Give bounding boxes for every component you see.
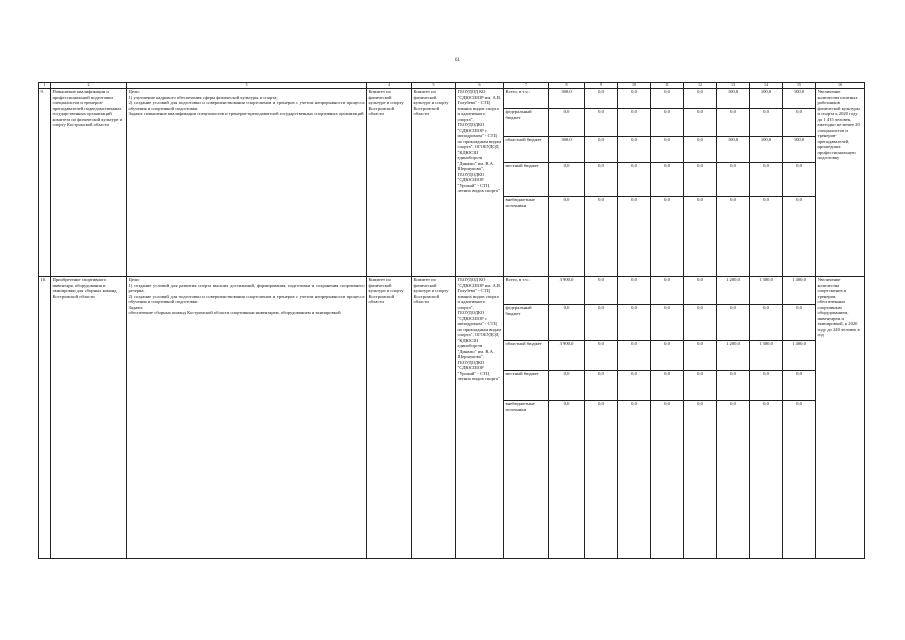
header-cell: 7 [504, 83, 549, 89]
measure-name: Приобретение спортивного инвентаря, оборудования и экипировки для сборных команд Костромской области [51, 276, 127, 558]
value-cell: 0,0 [651, 108, 684, 136]
header-cell: 5 [412, 83, 456, 89]
value-cell: 0,0 [549, 162, 585, 196]
value-cell: 0,0 [783, 108, 816, 136]
header-cell: 3 [127, 83, 367, 89]
header-cell: 6 [456, 83, 504, 89]
value-cell: 0,0 [783, 370, 816, 400]
value-cell: 1 400,0 [783, 276, 816, 304]
header-cell: 9 [585, 83, 618, 89]
participants: ГБОУДОД КО "СДЮСШОР им. А.В. Голубева" - СТЦ зимних видов спорта и адаптивного спорта", ГБОУДОДКО "СДЮСШОР с ипподромом" - СТЦ по прикладным видам спорта", ОГОБУДОД "КДЮСШ единоборств "Динамо" им. В.А. Шершукова", ГБОУДОДКО "СДЮСШОР "Урожай" - СТЦ летних видов спорта" [456, 276, 504, 558]
row-number: 10. [39, 276, 51, 558]
value-cell: 0,0 [618, 276, 651, 304]
value-cell: 0,0 [549, 370, 585, 400]
value-cell: 100,0 [750, 136, 783, 162]
participants: ГБОУДОД КО "СДЮСШОР им. А.В. Голубева" - СТЦ зимних видов спорта и адаптивного спорта", ГБОУДОДКО "СДЮСШОР с ипподромом" - СТЦ по прикладным видам спорта", ОГОБУДОД "КДЮСШ единоборств "Динамо" им. В.А. Шершукова", ГБОУДОДКО "СДЮСШОР "Урожай" - СТЦ летних видов спорта" [456, 88, 504, 276]
value-cell: 0,0 [651, 400, 684, 558]
value-cell: 0,0 [651, 370, 684, 400]
value-cell: 0,0 [750, 196, 783, 276]
value-cell: 0,0 [549, 108, 585, 136]
header-cell: 10 [618, 83, 651, 89]
source-name: областной бюджет [504, 136, 549, 162]
value-cell: 1 200,0 [717, 340, 750, 370]
value-cell: 0,0 [618, 108, 651, 136]
value-cell: 0,0 [684, 340, 717, 370]
row-number: 9. [39, 88, 51, 276]
value-cell: 300,0 [549, 88, 585, 108]
value-cell: 0,0 [618, 304, 651, 340]
responsible: Комитет по физической культуре и спорту Костромской области [412, 88, 456, 276]
value-cell: 0,0 [585, 276, 618, 304]
value-cell: 0,0 [585, 340, 618, 370]
value-cell: 1 200,0 [717, 276, 750, 304]
program-table [38, 82, 865, 559]
value-cell: 100,0 [717, 136, 750, 162]
value-cell: 0,0 [717, 196, 750, 276]
value-cell: 0,0 [651, 340, 684, 370]
value-cell: 0,0 [783, 304, 816, 340]
value-cell: 0,0 [585, 304, 618, 340]
responsible: Комитет по физической культуре и спорту Костромской области [412, 276, 456, 558]
value-cell: 0,0 [585, 370, 618, 400]
value-cell: 0,0 [618, 370, 651, 400]
co-executor: Комитет по физической культуре и спорту Костромской области [367, 88, 412, 276]
value-cell: 0,0 [783, 162, 816, 196]
value-cell: 300,0 [549, 136, 585, 162]
value-cell: 0,0 [717, 400, 750, 558]
value-cell: 0,0 [651, 88, 684, 108]
value-cell: 0,0 [684, 88, 717, 108]
header-cell: 14 [750, 83, 783, 89]
source-name: внебюджетные источники [504, 196, 549, 276]
value-cell: 0,0 [783, 400, 816, 558]
header-cell: 12 [684, 83, 717, 89]
value-cell: 0,0 [684, 136, 717, 162]
value-cell: 100,0 [717, 88, 750, 108]
value-cell: 1 300,0 [750, 276, 783, 304]
value-cell: 0,0 [651, 276, 684, 304]
value-cell: 0,0 [750, 108, 783, 136]
header-cell: 1 [39, 83, 51, 89]
value-cell: 0,0 [585, 108, 618, 136]
value-cell: 0,0 [651, 304, 684, 340]
value-cell: 0,0 [585, 400, 618, 558]
source-name: областной бюджет [504, 340, 549, 370]
value-cell: 0,0 [684, 400, 717, 558]
expected-result: Увеличение количества штатных работников физической культуры и спорта к 2020 году до 1 415 человек, ежегодно не менее 20 специалистов и тренеров-преподавателей, прошедших профессиональную подготовку [816, 88, 865, 276]
value-cell: 100,0 [750, 88, 783, 108]
value-cell: 3 900,0 [549, 276, 585, 304]
source-name: Всего, в т.ч.: [504, 276, 549, 304]
header-cell: 15 [783, 83, 816, 89]
value-cell: 3 900,0 [549, 340, 585, 370]
value-cell: 0,0 [684, 162, 717, 196]
header-cell: 8 [549, 83, 585, 89]
header-cell: 16 [816, 83, 865, 89]
value-cell: 0,0 [618, 88, 651, 108]
value-cell: 0,0 [684, 196, 717, 276]
goals-tasks: Цели: 1) создание условий для развития спорта высших достижений, формирования, подготовки и сохранения спортивного резерва; 2) создание условий для подготовки и совершенствования спортсменов и тренеров с учетом непрерывности процесса обучения и спортивной подготовки Задачи: обеспечение сборных команд Костромской области спортивным инвентарем, оборудованием и экипировкой [127, 276, 367, 558]
value-cell: 0,0 [717, 370, 750, 400]
value-cell: 0,0 [549, 304, 585, 340]
value-cell: 0,0 [651, 196, 684, 276]
value-cell: 0,0 [750, 162, 783, 196]
header-cell: 13 [717, 83, 750, 89]
goals-tasks: Цели: 1) улучшение кадрового обеспечения сферы физической культуры и спорта; 2) создание условий для подготовки и совершенствования спортсменов и тренеров с учетом непрерывности процесса обучения и спортивной подготовки Задачи: повышение квалификации специалистов и тренеров-преподавателей государственных спортивных организаций [127, 88, 367, 276]
value-cell: 1 300,0 [750, 340, 783, 370]
value-cell: 0,0 [618, 136, 651, 162]
source-name: внебюджетные источники [504, 400, 549, 558]
value-cell: 0,0 [585, 196, 618, 276]
value-cell: 0,0 [717, 162, 750, 196]
value-cell: 0,0 [717, 108, 750, 136]
value-cell: 0,0 [549, 400, 585, 558]
value-cell: 1 400,0 [783, 340, 816, 370]
expected-result: Увеличение количества спортсменов и тренеров, обеспеченных спортивным оборудованием, инвентарем и экипировкой, к 2020 году до 240 человек в год [816, 276, 865, 558]
value-cell: 0,0 [684, 304, 717, 340]
value-cell: 0,0 [717, 304, 750, 340]
table-row [39, 88, 865, 108]
value-cell: 0,0 [684, 108, 717, 136]
value-cell: 0,0 [618, 340, 651, 370]
source-name: местный бюджет [504, 162, 549, 196]
source-name: федеральный бюджет [504, 108, 549, 136]
header-cell: 2 [51, 83, 127, 89]
source-name: Всего, в т.ч.: [504, 88, 549, 108]
measure-name: Повышение квалификации и профессиональной подготовки специалистов и тренеров-преподавателей подведомственных государственных организаций комитета по физической культуре и спорту Костромской области [51, 88, 127, 276]
value-cell: 0,0 [684, 370, 717, 400]
value-cell: 0,0 [585, 88, 618, 108]
table-row [39, 276, 865, 304]
value-cell: 0,0 [684, 276, 717, 304]
value-cell: 0,0 [549, 196, 585, 276]
value-cell: 0,0 [618, 196, 651, 276]
value-cell: 0,0 [750, 304, 783, 340]
value-cell: 100,0 [783, 136, 816, 162]
value-cell: 0,0 [750, 370, 783, 400]
value-cell: 0,0 [585, 162, 618, 196]
source-name: местный бюджет [504, 370, 549, 400]
header-cell: 11 [651, 83, 684, 89]
header-cell: 4 [367, 83, 412, 89]
source-name: федеральный бюджет [504, 304, 549, 340]
value-cell: 0,0 [618, 400, 651, 558]
value-cell: 0,0 [783, 196, 816, 276]
value-cell: 0,0 [585, 136, 618, 162]
value-cell: 0,0 [618, 162, 651, 196]
value-cell: 0,0 [750, 400, 783, 558]
value-cell: 100,0 [783, 88, 816, 108]
page-number: 61 [455, 58, 460, 63]
co-executor: Комитет по физической культуре и спорту Костромской области [367, 276, 412, 558]
value-cell: 0,0 [651, 162, 684, 196]
value-cell: 0,0 [651, 136, 684, 162]
